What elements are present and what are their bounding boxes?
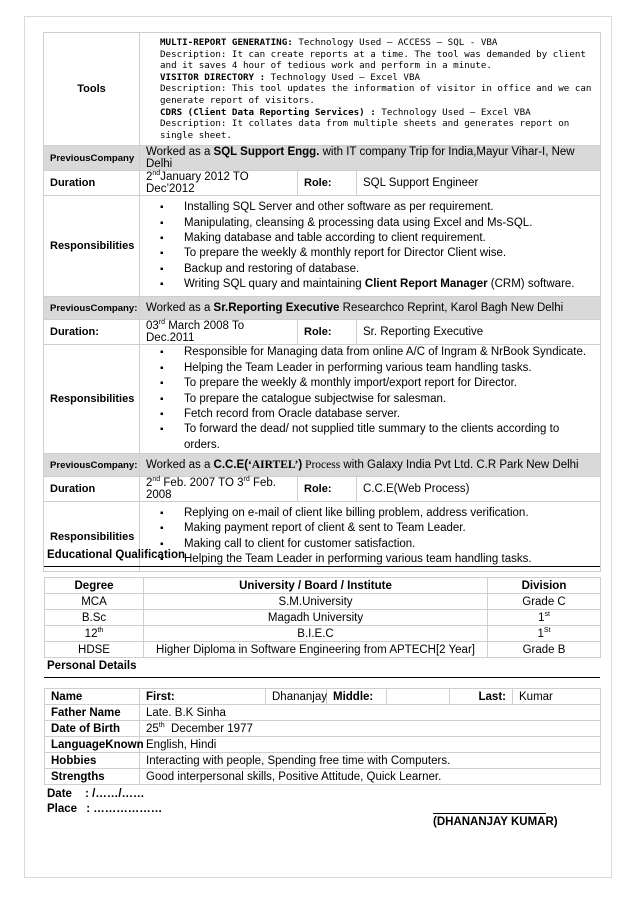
company-suffix: with IT company Trip for India,Mayur Vihar-I, New Delhi [146, 146, 575, 171]
tool-title: CDRS (Client Data Reporting Services) : [160, 106, 376, 118]
first-label: First: [140, 689, 266, 705]
table-row [45, 689, 601, 705]
strengths-label: Strengths [45, 769, 140, 785]
middle-label: Middle: [327, 689, 387, 705]
company-label: PreviousCompany: [44, 297, 140, 320]
duration-sup: rd [158, 319, 166, 327]
company-role: Sr.Reporting Executive [213, 302, 340, 315]
table-row [45, 721, 601, 737]
responsibilities-label: Responsibilities [44, 196, 140, 297]
signature-line [433, 813, 546, 814]
column-header: Division [488, 578, 601, 594]
first-value: Dhananjay [266, 689, 327, 705]
list-item: ▪ Making call to client for customer satisfaction. [184, 537, 594, 552]
company-suffix: with Galaxy India Pvt Ltd. C.R Park New Delhi [340, 459, 579, 472]
tool-tech: Technology Used – Excel VBA [270, 71, 421, 83]
father-value: Late. B.K Sinha [140, 705, 601, 721]
list-item: ▪ Responsible for Managing data from online A/C of Ingram & NrBook Syndicate. [184, 345, 594, 360]
division-value: 1 [537, 627, 544, 640]
column-header: University / Board / Institute [144, 578, 488, 594]
list-item [184, 277, 594, 292]
division-value: 1 [538, 611, 545, 624]
tool-description: Description: It can create reports at a time. The tool was demanded by client and it saves 4 hour of tedious work and perform in a minute. [160, 48, 586, 72]
responsibilities-label: Responsibilities [44, 502, 140, 572]
division-cell [488, 610, 601, 626]
role-label: Role: [298, 171, 357, 196]
duration-part: 03 [146, 320, 159, 333]
duration-part: 2 [146, 477, 153, 490]
tool-title: VISITOR DIRECTORY : [160, 71, 266, 83]
strengths-value: Good interpersonal skills, Positive Attitude, Quick Learner. [140, 769, 601, 785]
list-item: ▪ To prepare the weekly & monthly report for Director Client wise. [184, 246, 594, 261]
duration-part: Feb. 2007 TO 3 [160, 477, 244, 490]
company-suffix: Researchco Reprint, Karol Bagh New Delhi [339, 302, 564, 315]
list-item: ▪ Making payment report of client & sent to Team Leader. [184, 521, 594, 536]
table-row [45, 705, 601, 721]
duration-part: Feb. 2008 [146, 477, 276, 502]
table-row [45, 594, 601, 610]
dob-rest: December 1977 [164, 722, 253, 735]
degree-cell: MCA [45, 594, 144, 610]
personal-title: Personal Details [47, 660, 137, 672]
tool-description: Description: This tool updates the information of visitor in office and we can generate report of visitors. [160, 83, 592, 106]
responsibilities-list [146, 345, 594, 453]
role-value: C.C.E(Web Process) [357, 477, 601, 502]
language-value: English, Hindi [140, 737, 601, 753]
work-experience-table [43, 32, 601, 572]
text-part: (CRM) software. [487, 278, 575, 291]
date-label: Date [47, 788, 72, 800]
list-item: ▪ Making database and table according to client requirement. [184, 231, 594, 246]
table-row [45, 626, 601, 642]
company-prefix: Worked as a [146, 459, 214, 472]
education-title: Educational Qualification [47, 549, 186, 561]
university-cell: Magadh University [144, 610, 488, 626]
duration-value [140, 171, 298, 196]
list-item: ▪ Installing SQL Server and other software as per requirement. [184, 200, 594, 215]
duration-row [44, 477, 601, 502]
company-role: ) [298, 459, 303, 472]
responsibilities-list-cell [140, 345, 601, 454]
date-line [47, 788, 145, 800]
duration-row [44, 171, 601, 196]
last-label: Last: [450, 689, 513, 705]
list-item: ▪ To prepare the weekly & monthly import/export report for Director. [184, 376, 594, 391]
table-row [45, 737, 601, 753]
list-item: ▪ Fetch record from Oracle database server. [184, 407, 594, 422]
division-sup: St [543, 626, 551, 634]
dob-value [140, 721, 601, 737]
duration-row [44, 320, 601, 345]
responsibilities-list-cell [140, 196, 601, 297]
table-row [45, 610, 601, 626]
university-cell: Higher Diploma in Software Engineering from APTECH[2 Year] [144, 642, 488, 658]
university-cell: S.M.University [144, 594, 488, 610]
tool-tech: Technology Used – Excel VBA [381, 106, 531, 118]
column-header: Degree [45, 578, 144, 594]
text-bold: Client Report Manager [364, 278, 488, 291]
company-row [44, 297, 601, 320]
role-label: Role: [298, 320, 357, 345]
dob-sup: th [158, 721, 165, 729]
role-value: SQL Support Engineer [357, 171, 601, 196]
university-cell: B.I.E.C [144, 626, 488, 642]
role-label: Role: [298, 477, 357, 502]
responsibilities-list [146, 200, 594, 292]
duration-value [140, 320, 298, 345]
division-cell: Grade B [488, 642, 601, 658]
responsibilities-row [44, 502, 601, 572]
middle-value [387, 689, 450, 705]
tools-row [44, 33, 601, 146]
degree-sup: th [97, 626, 104, 634]
company-value [140, 454, 601, 477]
tool-tech: Technology Used – ACCESS – SQL - VBA [298, 37, 498, 48]
tools-label: Tools [44, 33, 140, 146]
personal-details-table [44, 688, 601, 785]
company-role: SQL Support Engg. [213, 146, 320, 159]
responsibilities-list-cell [140, 502, 601, 572]
company-label: PreviousCompany [44, 146, 140, 171]
company-prefix: Worked as a [146, 302, 214, 315]
text-part: Writing SQL quary and maintaining [184, 278, 365, 291]
list-item: ▪ To forward the dead/ not supplied title summary to the clients according to orders. [184, 422, 594, 453]
duration-sup: rd [243, 476, 250, 484]
list-item: ▪ Helping the Team Leader in performing various team handling tasks. [184, 552, 594, 567]
company-label: PreviousCompany: [44, 454, 140, 477]
education-table [44, 577, 601, 658]
last-value: Kumar [513, 689, 601, 705]
division-cell: Grade C [488, 594, 601, 610]
division-cell [488, 626, 601, 642]
duration-label: Duration: [44, 320, 140, 345]
degree-cell [45, 626, 144, 642]
dob-label: Date of Birth [45, 721, 140, 737]
duration-part: 2 [146, 171, 153, 184]
date-value: : /……/…… [85, 788, 145, 800]
role-value: Sr. Reporting Executive [357, 320, 601, 345]
education-rule [44, 566, 600, 567]
list-item: ▪ Helping the Team Leader in performing various team handling tasks. [184, 361, 594, 376]
degree-cell: HDSE [45, 642, 144, 658]
company-row [44, 146, 601, 171]
father-label: Father Name [45, 705, 140, 721]
responsibilities-row [44, 345, 601, 454]
place-value: : ……………… [86, 803, 163, 815]
degree-value: 12 [84, 627, 98, 640]
responsibilities-row [44, 196, 601, 297]
company-role: C.C.E( [213, 459, 249, 472]
tools-content [140, 33, 601, 146]
hobbies-label: Hobbies [45, 753, 140, 769]
division-sup: st [544, 610, 550, 618]
table-row [45, 769, 601, 785]
personal-rule [44, 677, 600, 678]
dob-day: 25 [146, 722, 159, 735]
tool-title: MULTI-REPORT GENERATING: [160, 37, 293, 48]
hobbies-value: Interacting with people, Spending free time with Computers. [140, 753, 601, 769]
list-item: ▪ Replying on e-mail of client like billing problem, address verification. [184, 506, 594, 521]
company-role-serif: ‘AIRTEL’ [248, 459, 299, 472]
place-line [47, 803, 162, 815]
duration-sup: nd [152, 476, 161, 484]
degree-cell: B.Sc [45, 610, 144, 626]
responsibilities-list [146, 506, 594, 568]
list-item: ▪ To prepare the catalogue subjectwise for salesman. [184, 392, 594, 407]
company-value [140, 146, 601, 171]
table-row [45, 753, 601, 769]
tool-description: Description: It collates data from multiple sheets and generates report on single sheet. [160, 118, 570, 141]
company-value [140, 297, 601, 320]
responsibilities-label: Responsibilities [44, 345, 140, 454]
name-label: Name [45, 689, 140, 705]
company-prefix: Worked as a [146, 146, 214, 159]
duration-part: January 2012 TO Dec’2012 [146, 171, 249, 196]
place-label: Place [47, 803, 78, 815]
table-row [45, 642, 601, 658]
duration-part: March 2008 To Dec.2011 [146, 320, 245, 345]
list-item: ▪ Backup and restoring of database. [184, 262, 594, 277]
company-role-serif: Process [302, 459, 341, 472]
list-item: ▪ Manipulating, cleansing & processing data using Excel and Ms-SQL. [184, 216, 594, 231]
language-label: LanguageKnown [45, 737, 140, 753]
company-row [44, 454, 601, 477]
duration-value [140, 477, 298, 502]
table-header [45, 578, 601, 594]
duration-label: Duration [44, 171, 140, 196]
signature-name: (DHANANJAY KUMAR) [433, 816, 558, 828]
duration-label: Duration [44, 477, 140, 502]
duration-sup: nd [152, 170, 161, 178]
